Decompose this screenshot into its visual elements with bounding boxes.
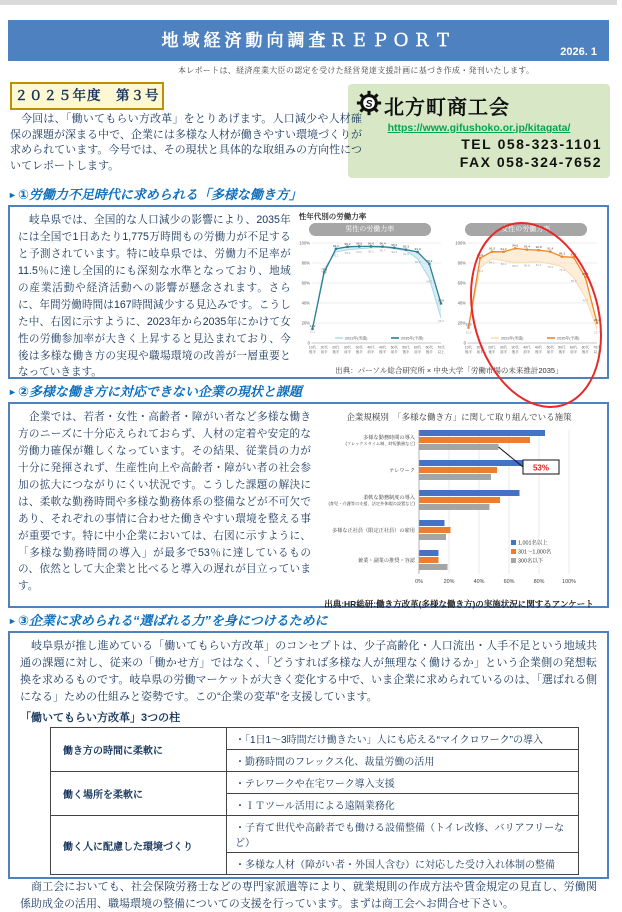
svg-text:0%: 0% — [415, 579, 423, 585]
svg-text:20代: 20代 — [331, 345, 340, 350]
section2-body: 企業では、若者・女性・高齢者・障がい者など多様な働き方のニーズに十分応えられておらず、人材の定着や安定的な労働力確保が難しくなっています。その結果、従業員の力が十分に発揮されず、生産性向上や高齢者・障がい者の社会参加の拡大につながりにくい状況です。こうした課題の解決には、柔軟な勤務時間や多様な勤務体系の整備などが不可欠であり、それぞれの事情に合わせた働きやすい環境を整える事が重要です。特に中小企業においては、右図に示すように、「多様な勤務時間の導入」が最多で53％に達しているものの、依然として大企業と比べると導入の遅れが目立っています。 — [18, 411, 311, 593]
chart2-title: 企業規模別 「多様な働き方」に関して取り組んでいる施策 — [346, 412, 572, 422]
svg-text:94.2: 94.2 — [332, 243, 339, 248]
female-labor-chart — [451, 237, 601, 359]
svg-text:20代: 20代 — [476, 345, 484, 350]
intro-row — [0, 78, 617, 182]
svg-text:79.2: 79.2 — [426, 258, 433, 263]
svg-text:前半: 前半 — [569, 350, 577, 354]
svg-text:93.2: 93.2 — [344, 251, 351, 256]
svg-text:2023年(実績): 2023年(実績) — [500, 336, 524, 341]
svg-text:53%: 53% — [532, 463, 550, 473]
svg-text:50代: 50代 — [390, 345, 398, 350]
section3-body: 岐阜県が推し進めている「働いてもらい方改革」のコンセプトは、少子高齢化・人口流出・人手不足という地域共通の課題に対し、従来の「働かせ方」ではなく、「どうすれば多様な人が無理なく働けるか」という企業側の発想転換を求めるものです。岐阜県の労働マーケットが大きく変化する中で、いま企業に求められているのは、「選ばれる側になる」ための仕組みと姿勢です。この“企業の変革”を支援しています。 — [20, 640, 597, 704]
svg-text:前半: 前半 — [499, 350, 507, 354]
svg-text:0: 0 — [463, 340, 466, 346]
svg-text:多様な正社員（限定正社員）の雇用: 多様な正社員（限定正社員）の雇用 — [331, 528, 415, 534]
svg-text:94.3: 94.3 — [391, 250, 397, 255]
svg-text:65.3: 65.3 — [570, 279, 577, 284]
svg-text:80%: 80% — [301, 260, 310, 266]
svg-text:後半: 後半 — [464, 350, 472, 354]
svg-text:20%: 20% — [301, 320, 310, 326]
male-labor-panel — [295, 223, 445, 364]
pillars-table-label: 「働いてもらい方改革」3つの柱 — [20, 712, 181, 725]
svg-text:14.2: 14.2 — [309, 323, 316, 328]
svg-text:96.4: 96.4 — [379, 241, 386, 246]
svg-text:95.2: 95.2 — [390, 242, 398, 247]
section3-footer: 商工会においても、社会保険労務士などの専門家派遣等により、就業規則の作成方法や賃金規定の見直し、労働関係助成金の活用、職場環境の整備についての支援を行っています。まずは商工会へお問合せ下さい。 — [20, 881, 597, 910]
svg-text:後半: 後半 — [308, 350, 316, 354]
chart1-title: 性年代別の労働力率 — [298, 212, 367, 221]
section1-box — [8, 205, 609, 379]
svg-text:60%: 60% — [503, 579, 515, 585]
svg-text:後半: 後半 — [558, 350, 566, 354]
pillar-item-cell: ・ＩＴツール活用による遠隔業務化 — [227, 794, 579, 816]
svg-text:40代: 40代 — [366, 345, 375, 350]
svg-text:50代: 50代 — [546, 345, 554, 350]
page-title: 地域経済動向調査ＲＥＰＯＲＴ — [161, 31, 456, 50]
svg-text:後半: 後半 — [534, 350, 542, 354]
svg-text:80.8: 80.8 — [523, 263, 530, 268]
svg-text:84.3: 84.3 — [414, 260, 421, 265]
table-row — [51, 728, 579, 750]
pillar-cell: 働き方の時間に柔軟に — [51, 728, 227, 772]
svg-text:以上: 以上 — [437, 350, 445, 354]
svg-text:70代: 70代 — [437, 345, 445, 350]
svg-text:兼業・副業の推奨・容認: 兼業・副業の推奨・容認 — [357, 558, 415, 564]
pillar-cell: 働く人に配慮した環境づくり — [51, 816, 227, 875]
org-name: 北方町商工会 — [384, 97, 510, 119]
svg-text:前半: 前半 — [320, 350, 328, 354]
svg-text:91.2: 91.2 — [500, 246, 507, 251]
svg-text:74.2: 74.2 — [321, 270, 327, 275]
arrow-marker-icon: ► — [8, 190, 17, 200]
pillar-item-cell: ・「1日1～3時間だけ働きたい」人にも応える“マイクロワーク”の導入 — [227, 728, 579, 750]
section3-heading: ►③企業に求められる“選ばれる力”を身につけるために — [8, 613, 328, 628]
svg-text:81.2: 81.2 — [535, 263, 542, 268]
svg-text:64.7: 64.7 — [426, 279, 432, 284]
svg-text:1,001名以上: 1,001名以上 — [518, 540, 548, 547]
svg-text:30代: 30代 — [355, 345, 363, 350]
svg-text:91.4: 91.4 — [546, 246, 554, 251]
svg-text:以上: 以上 — [593, 350, 601, 354]
svg-text:100%: 100% — [455, 240, 466, 246]
svg-text:79.2: 79.2 — [547, 265, 553, 270]
callout-53pct — [523, 460, 559, 474]
svg-text:86.3: 86.3 — [558, 251, 565, 256]
section2-heading: ►②多様な働き方に対応できない企業の現状と課題 — [8, 384, 302, 399]
svg-text:2035年(予測): 2035年(予測) — [400, 336, 424, 341]
svg-text:後半: 後半 — [488, 350, 496, 354]
svg-text:(フレックスタイム制、時短勤務など): (フレックスタイム制、時短勤務など) — [345, 441, 415, 446]
report-header — [8, 20, 609, 61]
svg-text:95.7: 95.7 — [379, 248, 386, 253]
svg-text:60代: 60代 — [425, 345, 433, 350]
section1-body: 岐阜県では、全国的な人口減少の影響により、2035年には全国で1日あたり1,775万時間もの労働力が不足すると予測されています。特に岐阜県では、労働力不足率が11.5％に達し全国的にも深刻な水準となっており、地域の産業活動や経済活動への影響が懸念されます。さらに、年間労働時間は167時間減少する見込みです。こうした中、右図に示すように、2023年から2035年にかけて女性の労働参加率が大きく上昇すると見込まれており、今後は多様な働き方の実現や職場環境の改善が一層重要となっていきます。 — [18, 214, 291, 379]
svg-text:80%: 80% — [533, 579, 545, 585]
svg-text:60%: 60% — [457, 280, 466, 286]
svg-text:75.4: 75.4 — [477, 269, 483, 273]
svg-text:S: S — [365, 98, 373, 110]
table-row — [51, 816, 579, 853]
svg-text:300名以下: 300名以下 — [518, 558, 544, 565]
chart2-mount — [315, 424, 603, 597]
svg-text:85.0: 85.0 — [476, 253, 483, 257]
svg-text:93.3: 93.3 — [402, 244, 409, 249]
svg-text:20%: 20% — [457, 320, 466, 326]
labor-rate-chart-block — [295, 210, 603, 374]
svg-text:後半: 後半 — [511, 350, 519, 354]
pillar-item-cell: ・多様な人材（障がい者・外国人含む）に対応した受け入れ体制の整備 — [227, 853, 579, 875]
org-website-link[interactable]: https://www.gifushoko.or.jp/kitagata/ — [387, 122, 571, 134]
svg-text:25.2: 25.2 — [437, 319, 444, 324]
svg-text:94.6: 94.6 — [511, 243, 518, 248]
svg-text:前半: 前半 — [343, 350, 351, 354]
svg-text:40%: 40% — [473, 579, 485, 585]
svg-text:30代: 30代 — [511, 345, 519, 350]
svg-text:76.4: 76.4 — [558, 268, 565, 272]
chart1-panels — [295, 223, 603, 364]
svg-text:60代: 60代 — [581, 345, 589, 350]
svg-text:10代: 10代 — [308, 345, 316, 350]
svg-text:2035年(予測): 2035年(予測) — [556, 336, 580, 341]
svg-text:82.2: 82.2 — [500, 262, 507, 267]
svg-text:60%: 60% — [301, 280, 310, 286]
scan-edge-strip — [0, 0, 617, 5]
svg-text:45.7: 45.7 — [582, 298, 588, 303]
arrow-marker-icon: ► — [8, 387, 17, 397]
svg-text:前半: 前半 — [367, 350, 375, 354]
svg-text:65.8: 65.8 — [582, 272, 589, 277]
svg-text:20代: 20代 — [320, 345, 328, 350]
svg-text:13.7: 13.7 — [593, 330, 600, 335]
svg-text:20%: 20% — [443, 579, 455, 585]
measures-bar-chart — [315, 424, 603, 592]
pillars-table — [50, 727, 579, 875]
issue-number-badge: ２０２５年度 第３号 — [10, 82, 164, 110]
male-labor-chart — [295, 237, 445, 359]
svg-text:70代: 70代 — [593, 345, 601, 350]
svg-text:0: 0 — [307, 340, 310, 346]
svg-text:60代: 60代 — [413, 345, 422, 350]
svg-text:100%: 100% — [562, 579, 576, 585]
pillar-item-cell: ・子育て世代や高齢者でも働ける設備整備（トイレ改修、バリアフリーなど） — [227, 816, 579, 853]
svg-text:30代: 30代 — [499, 345, 507, 350]
svg-text:40%: 40% — [301, 300, 310, 306]
svg-text:96.6: 96.6 — [367, 241, 374, 246]
svg-text:柔軟な勤務制度の導入: 柔軟な勤務制度の導入 — [363, 495, 415, 501]
svg-text:96.2: 96.2 — [344, 241, 351, 246]
pillar-item-cell: ・勤務時間のフレックス化、裁量労働の活用 — [227, 750, 579, 772]
pillar-cell: 働く場所を柔軟に — [51, 772, 227, 816]
svg-text:91.1: 91.1 — [332, 253, 339, 258]
svg-text:93.4: 93.4 — [523, 244, 530, 249]
svg-text:80.2: 80.2 — [512, 264, 518, 269]
svg-text:前半: 前半 — [546, 350, 554, 354]
svg-text:92.3: 92.3 — [402, 252, 409, 257]
section1-heading: ►①労働力不足時代に求められる「多様な働き方」 — [8, 187, 302, 202]
svg-text:後半: 後半 — [332, 350, 340, 354]
certification-note: 本レポートは、経済産業大臣の認定を受けた経営発達支援計画に基づき作成・発刊いたします。 — [178, 66, 535, 75]
svg-text:70.6: 70.6 — [320, 267, 327, 272]
svg-text:後半: 後半 — [355, 350, 363, 354]
svg-text:40代: 40代 — [534, 345, 543, 350]
svg-text:40代: 40代 — [522, 345, 531, 350]
svg-text:40代: 40代 — [378, 345, 387, 350]
svg-text:後半: 後半 — [378, 350, 386, 354]
svg-text:前半: 前半 — [413, 350, 421, 354]
svg-text:前半: 前半 — [476, 350, 484, 354]
svg-text:95.1: 95.1 — [367, 249, 374, 254]
svg-text:10代: 10代 — [464, 345, 472, 350]
svg-text:92.8: 92.8 — [535, 245, 542, 250]
measures-chart-block — [315, 407, 603, 609]
svg-text:後半: 後半 — [402, 350, 410, 354]
svg-text:301～1,000名: 301～1,000名 — [518, 549, 552, 556]
svg-text:後半: 後半 — [425, 350, 433, 354]
chart2-source: 出典:HR総研:働き方改革(多様な働き方)の実施状況に関するアンケート — [324, 599, 594, 609]
svg-text:100%: 100% — [299, 240, 310, 246]
arrow-marker-icon: ► — [8, 616, 17, 626]
chart1-source: 出典：パーソル総合研究所 × 中央大学「労働市場の未来推計2035」 — [335, 366, 563, 375]
svg-text:50代: 50代 — [557, 345, 566, 350]
org-fax: FAX 058-324-7652 — [459, 154, 602, 170]
issue-date: 2026. 1 — [560, 46, 597, 58]
svg-text:96.6: 96.6 — [355, 241, 362, 246]
svg-text:後半: 後半 — [581, 350, 589, 354]
svg-text:80%: 80% — [457, 260, 466, 266]
svg-text:91.3: 91.3 — [488, 246, 495, 251]
svg-text:40%: 40% — [457, 300, 466, 306]
svg-text:2023年(実績): 2023年(実績) — [344, 336, 368, 341]
svg-text:84.1: 84.1 — [488, 260, 495, 265]
svg-text:前半: 前半 — [523, 350, 531, 354]
svg-text:15.5: 15.5 — [465, 322, 472, 327]
svg-text:85.7: 85.7 — [570, 252, 577, 257]
section2-box — [8, 402, 609, 608]
svg-text:50代: 50代 — [401, 345, 410, 350]
svg-text:多様な勤務時間の導入: 多様な勤務時間の導入 — [363, 435, 415, 441]
svg-text:39.6: 39.6 — [437, 298, 444, 303]
svg-text:30代: 30代 — [343, 345, 351, 350]
svg-text:(育児・介護等の支援、法定外休暇の設置など): (育児・介護等の支援、法定外休暇の設置など) — [328, 501, 415, 506]
female-labor-panel — [451, 223, 601, 364]
svg-text:前半: 前半 — [390, 350, 398, 354]
svg-text:13.9: 13.9 — [465, 330, 472, 335]
svg-text:15.1: 15.1 — [309, 329, 316, 334]
section3-box — [8, 631, 609, 910]
svg-text:テレワーク: テレワーク — [389, 468, 415, 474]
contact-card — [348, 84, 610, 178]
panel-header-pill: 男性の労働力率 — [309, 223, 431, 236]
org-tel: TEL 058-323-1101 — [461, 136, 602, 152]
panel-header-pill: 女性の労働力率 — [465, 223, 587, 236]
svg-text:20.2: 20.2 — [593, 317, 600, 322]
svg-text:20代: 20代 — [487, 345, 496, 350]
svg-text:60代: 60代 — [569, 345, 578, 350]
svg-text:94.2: 94.2 — [356, 250, 362, 255]
pillar-item-cell: ・テレワークや在宅ワーク導入支援 — [227, 772, 579, 794]
table-row — [51, 772, 579, 794]
svg-text:91.0: 91.0 — [414, 247, 421, 251]
intro-paragraph: 今回は、「働いてもらい方改革」をとりあげます。人口減少や人材確保の課題が深まる中で、企業には多様な人材が働きやすい環境づくりが求められています。今号では、その現状と具体的な取組みの方向性についてレポートします。 — [10, 113, 362, 172]
